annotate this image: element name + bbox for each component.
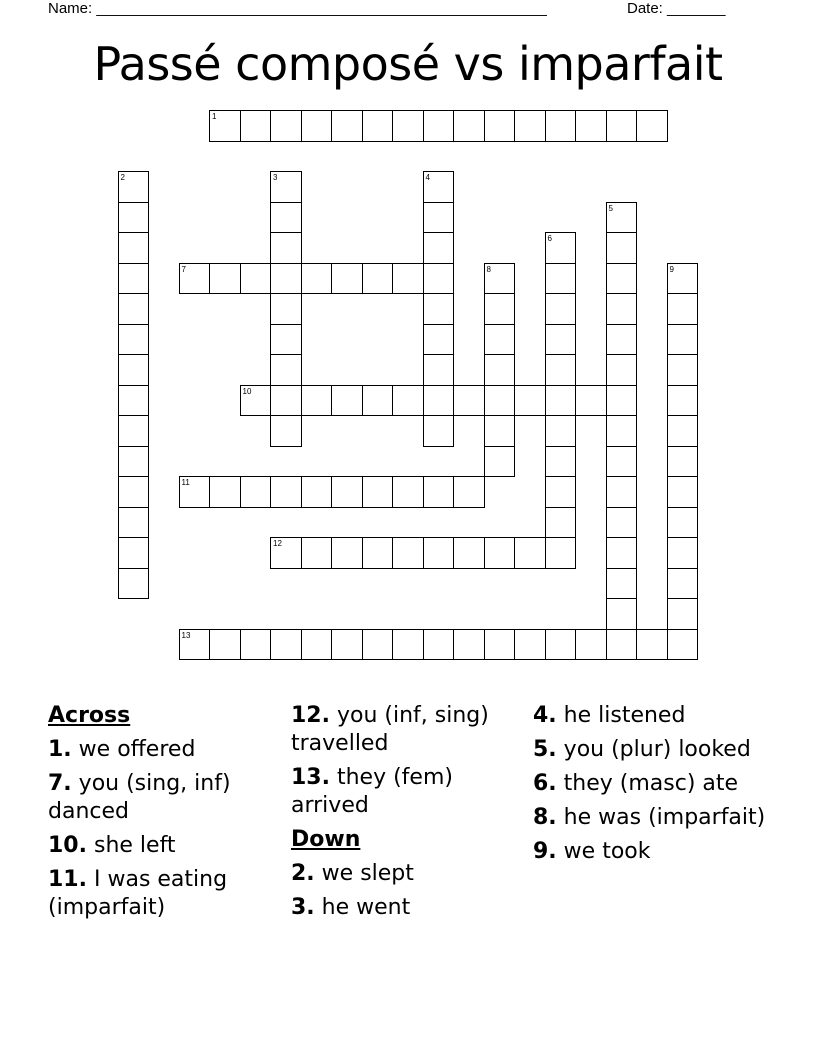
grid-cell[interactable]	[575, 110, 607, 142]
grid-cell[interactable]	[270, 263, 302, 295]
grid-cell[interactable]	[423, 415, 455, 447]
clue-number-label: 6.	[533, 771, 557, 796]
clue-text: we took	[563, 839, 651, 864]
grid-cell[interactable]	[118, 568, 150, 600]
grid-cell[interactable]	[392, 263, 424, 295]
grid-cell[interactable]	[331, 476, 363, 508]
clue-number: 4	[425, 173, 430, 182]
clue	[533, 804, 768, 832]
grid-cell[interactable]	[636, 110, 668, 142]
grid-cell[interactable]	[301, 263, 333, 295]
grid-cell[interactable]	[667, 507, 699, 539]
grid-cell[interactable]	[362, 263, 394, 295]
section-heading: Down	[291, 827, 361, 852]
grid-cell[interactable]	[667, 415, 699, 447]
grid-cell[interactable]	[667, 324, 699, 356]
grid-cell[interactable]	[240, 110, 272, 142]
grid-cell[interactable]	[423, 202, 455, 234]
grid-cell[interactable]	[453, 476, 485, 508]
grid-cell[interactable]	[636, 629, 668, 661]
grid-cell[interactable]	[606, 110, 638, 142]
grid-cell[interactable]	[484, 354, 516, 386]
grid-cell[interactable]	[118, 354, 150, 386]
grid-cell[interactable]	[423, 324, 455, 356]
grid-cell[interactable]	[484, 324, 516, 356]
grid-cell[interactable]	[270, 171, 302, 203]
grid-cell[interactable]	[301, 537, 333, 569]
grid-cell[interactable]	[606, 507, 638, 539]
grid-cell[interactable]	[270, 629, 302, 661]
page-title: Passé composé vs imparfait	[93, 37, 723, 91]
clue-text: they (fem) arrived	[291, 765, 453, 818]
grid-cell[interactable]	[270, 110, 302, 142]
grid-cell[interactable]	[484, 110, 516, 142]
grid-cell[interactable]	[667, 293, 699, 325]
grid-cell[interactable]	[118, 263, 150, 295]
clue-number-label: 10.	[48, 833, 87, 858]
grid-cell[interactable]	[270, 232, 302, 264]
grid-cell[interactable]	[606, 537, 638, 569]
grid-cell[interactable]	[423, 110, 455, 142]
clue	[533, 702, 768, 730]
grid-cell[interactable]	[209, 629, 241, 661]
grid-cell[interactable]	[301, 385, 333, 417]
section-heading: Across	[48, 703, 131, 728]
grid-cell[interactable]	[362, 537, 394, 569]
clue-number: 3	[273, 173, 278, 182]
grid-cell[interactable]	[514, 537, 546, 569]
grid-cell[interactable]	[118, 476, 150, 508]
clue-number-label: 13.	[291, 765, 330, 790]
grid-cell[interactable]	[514, 385, 546, 417]
grid-cell[interactable]	[362, 629, 394, 661]
grid-cell[interactable]	[331, 110, 363, 142]
grid-cell[interactable]	[545, 507, 577, 539]
clue-number-label: 2.	[291, 861, 315, 886]
grid-cell[interactable]	[331, 263, 363, 295]
clue	[48, 736, 283, 764]
grid-cell[interactable]	[453, 385, 485, 417]
grid-cell[interactable]	[392, 629, 424, 661]
clue-number: 11	[181, 478, 190, 487]
grid-cell[interactable]	[667, 629, 699, 661]
clue-number-label: 9.	[533, 839, 557, 864]
grid-cell[interactable]	[667, 476, 699, 508]
clue-text: I was eating (imparfait)	[48, 867, 228, 920]
clue	[533, 838, 768, 866]
grid-cell[interactable]	[270, 324, 302, 356]
grid-cell[interactable]	[545, 110, 577, 142]
grid-cell[interactable]	[606, 415, 638, 447]
grid-cell[interactable]	[240, 385, 272, 417]
grid-cell[interactable]	[606, 598, 638, 630]
grid-cell[interactable]	[545, 263, 577, 295]
clue-number: 7	[181, 264, 186, 274]
grid-cell[interactable]	[179, 263, 211, 295]
grid-cell[interactable]	[118, 385, 150, 417]
clue	[291, 894, 526, 922]
grid-cell[interactable]	[606, 354, 638, 386]
grid-cell[interactable]	[270, 354, 302, 386]
clue-number: 10	[242, 386, 252, 396]
clue-number: 12	[273, 539, 282, 548]
grid-cell[interactable]	[514, 110, 546, 142]
clue	[533, 770, 768, 798]
clue-text: he was (imparfait)	[563, 805, 766, 830]
grid-cell[interactable]	[514, 629, 546, 661]
clue-number: 1	[212, 112, 217, 121]
grid-cell[interactable]	[545, 476, 577, 508]
grid-cell[interactable]	[423, 171, 455, 203]
grid-cell[interactable]	[392, 537, 424, 569]
grid-cell[interactable]	[392, 476, 424, 508]
grid-cell[interactable]	[667, 446, 699, 478]
grid-cell[interactable]	[545, 415, 577, 447]
grid-cell[interactable]	[118, 232, 150, 264]
grid-cell[interactable]	[484, 446, 516, 478]
grid-cell[interactable]	[545, 324, 577, 356]
clue-text: we offered	[78, 737, 196, 762]
grid-cell[interactable]	[118, 507, 150, 539]
grid-cell[interactable]	[484, 263, 516, 295]
name-field[interactable]: Name: ______________________________________________________	[48, 0, 547, 17]
grid-cell[interactable]	[118, 293, 150, 325]
grid-cell[interactable]	[423, 537, 455, 569]
clue-number-label: 5.	[533, 737, 557, 762]
grid-cell[interactable]	[301, 476, 333, 508]
grid-cell[interactable]	[118, 537, 150, 569]
grid-cell[interactable]	[606, 232, 638, 264]
grid-cell[interactable]	[423, 232, 455, 264]
clue-number: 5	[608, 203, 613, 213]
grid-cell[interactable]	[545, 232, 577, 264]
grid-cell[interactable]	[362, 476, 394, 508]
grid-cell[interactable]	[606, 446, 638, 478]
clues-column-1	[48, 702, 283, 928]
grid-cell[interactable]	[240, 629, 272, 661]
clue-text: we slept	[321, 861, 414, 886]
clue-text: they (masc) ate	[563, 771, 739, 796]
grid-cell[interactable]	[423, 629, 455, 661]
grid-cell[interactable]	[575, 629, 607, 661]
grid-cell[interactable]	[423, 263, 455, 295]
grid-cell[interactable]	[179, 476, 211, 508]
clue	[291, 702, 526, 758]
grid-cell[interactable]	[667, 385, 699, 417]
grid-cell[interactable]	[423, 293, 455, 325]
grid-cell[interactable]	[606, 263, 638, 295]
clue-text: she left	[93, 833, 176, 858]
clue-text: he went	[321, 895, 411, 920]
grid-cell[interactable]	[392, 385, 424, 417]
grid-cell[interactable]	[606, 629, 638, 661]
grid-cell[interactable]	[484, 385, 516, 417]
grid-cell[interactable]	[667, 568, 699, 600]
clues-column-2	[291, 702, 526, 928]
grid-cell[interactable]	[545, 629, 577, 661]
grid-cell[interactable]	[606, 293, 638, 325]
grid-cell[interactable]	[606, 202, 638, 234]
clue-number: 2	[120, 173, 125, 182]
clue	[533, 736, 768, 764]
grid-cell[interactable]	[270, 385, 302, 417]
clue	[291, 860, 526, 888]
clue-number-label: 1.	[48, 737, 72, 762]
clue-text: you (inf, sing) travelled	[291, 703, 489, 756]
grid-cell[interactable]	[118, 171, 150, 203]
clue-number-label: 11.	[48, 867, 87, 892]
grid-cell[interactable]	[667, 598, 699, 630]
clue-text: you (sing, inf) danced	[48, 771, 231, 824]
grid-cell[interactable]	[270, 537, 302, 569]
grid-cell[interactable]	[667, 263, 699, 295]
date-field[interactable]: Date: _______	[627, 0, 726, 17]
clue-number: 13	[181, 630, 191, 640]
clue-text: he listened	[563, 703, 686, 728]
grid-cell[interactable]	[545, 385, 577, 417]
grid-cell[interactable]	[331, 537, 363, 569]
grid-cell[interactable]	[484, 415, 516, 447]
grid-cell[interactable]	[423, 385, 455, 417]
grid-cell[interactable]	[270, 476, 302, 508]
grid-cell[interactable]	[270, 293, 302, 325]
clue	[48, 770, 283, 826]
grid-cell[interactable]	[575, 385, 607, 417]
clue-number-label: 8.	[533, 805, 557, 830]
grid-cell[interactable]	[453, 537, 485, 569]
grid-cell[interactable]	[118, 324, 150, 356]
grid-cell[interactable]	[240, 476, 272, 508]
grid-cell[interactable]	[362, 385, 394, 417]
grid-cell[interactable]	[453, 629, 485, 661]
grid-cell[interactable]	[392, 110, 424, 142]
grid-cell[interactable]	[209, 263, 241, 295]
grid-cell[interactable]	[545, 537, 577, 569]
clue	[291, 764, 526, 820]
clue-number: 9	[669, 264, 674, 274]
grid-cell[interactable]	[331, 385, 363, 417]
grid-cell[interactable]	[484, 537, 516, 569]
clues-column-3	[533, 702, 768, 872]
grid-cell[interactable]	[484, 629, 516, 661]
clue-number: 8	[486, 264, 491, 274]
grid-cell[interactable]	[423, 476, 455, 508]
grid-cell[interactable]	[667, 354, 699, 386]
grid-cell[interactable]	[209, 476, 241, 508]
clue-number-label: 3.	[291, 895, 315, 920]
grid-cell[interactable]	[118, 415, 150, 447]
grid-cell[interactable]	[118, 446, 150, 478]
grid-cell[interactable]	[240, 263, 272, 295]
grid-cell[interactable]	[118, 202, 150, 234]
grid-cell[interactable]	[270, 415, 302, 447]
clue-number: 6	[547, 234, 552, 243]
grid-cell[interactable]	[606, 385, 638, 417]
grid-cell[interactable]	[179, 629, 211, 661]
grid-cell[interactable]	[270, 202, 302, 234]
clue-number-label: 4.	[533, 703, 557, 728]
grid-cell[interactable]	[545, 446, 577, 478]
grid-cell[interactable]	[667, 537, 699, 569]
grid-cell[interactable]	[423, 354, 455, 386]
clue-text: you (plur) looked	[563, 737, 751, 762]
grid-cell[interactable]	[301, 110, 333, 142]
grid-cell[interactable]	[301, 629, 333, 661]
clue	[48, 866, 283, 922]
grid-cell[interactable]	[331, 629, 363, 661]
clue-number-label: 12.	[291, 703, 330, 728]
grid-cell[interactable]	[606, 324, 638, 356]
clue-number-label: 7.	[48, 771, 72, 796]
grid-cell[interactable]	[484, 293, 516, 325]
clue	[48, 832, 283, 860]
grid-cell[interactable]	[545, 354, 577, 386]
grid-cell[interactable]	[606, 568, 638, 600]
grid-cell[interactable]	[362, 110, 394, 142]
grid-cell[interactable]	[606, 476, 638, 508]
grid-cell[interactable]	[545, 293, 577, 325]
grid-cell[interactable]	[209, 110, 241, 142]
grid-cell[interactable]	[453, 110, 485, 142]
